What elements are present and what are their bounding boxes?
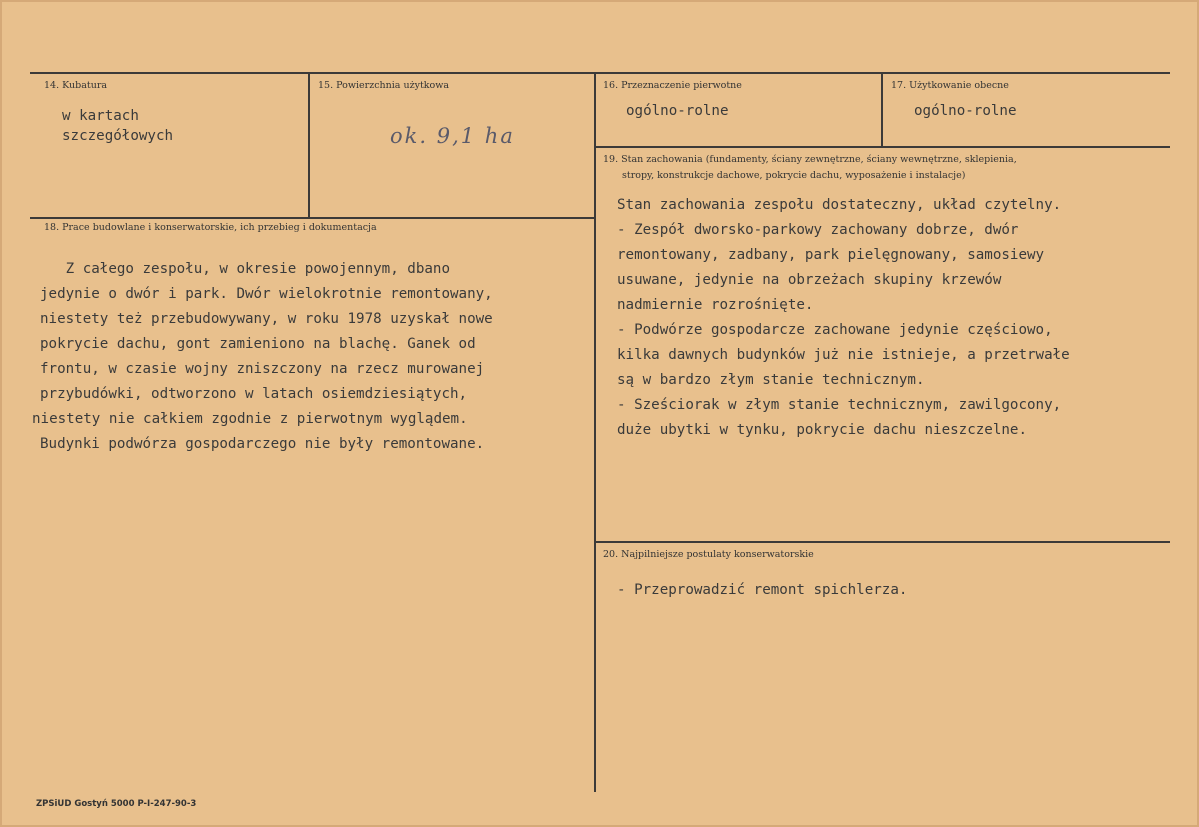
field-18-label: 18. Prace budowlane i konserwatorskie, ich przebieg i dokumentacja bbox=[44, 222, 377, 233]
field-18-line: pokrycie dachu, gont zamieniono na blachę. Ganek od bbox=[40, 336, 476, 352]
field-15-handwritten-value: ok. 9,1 ha bbox=[390, 124, 515, 148]
field-16-label: 16. Przeznaczenie pierwotne bbox=[603, 80, 742, 91]
field-20-label: 20. Najpilniejsze postulaty konserwatorskie bbox=[603, 549, 814, 560]
field-18-line: niestety też przebudowywany, w roku 1978 uzyskał nowe bbox=[40, 311, 493, 327]
field-16-value: ogólno-rolne bbox=[626, 103, 729, 119]
field-18-line: Z całego zespołu, w okresie powojennym, dbano bbox=[40, 261, 450, 277]
rule-field19-bottom bbox=[595, 541, 1170, 543]
field-19-line: usuwane, jedynie na obrzeżach skupiny krzewów bbox=[617, 272, 1002, 288]
field-19-line: duże ubytki w tynku, pokrycie dachu nieszczelne. bbox=[617, 422, 1027, 438]
field-19-line: - Sześciorak w złym stanie technicznym, zawilgocony, bbox=[617, 397, 1062, 413]
field-14-label: 14. Kubatura bbox=[44, 80, 108, 91]
field-19-line: kilka dawnych budynków już nie istnieje, a przetrwałe bbox=[617, 347, 1070, 363]
field-18-line: przybudówki, odtworzono w latach osiemdziesiątych, bbox=[40, 386, 468, 402]
rule-mid bbox=[594, 72, 596, 792]
print-footer: ZPSiUD Gostyń 5000 P-I-247-90-3 bbox=[36, 799, 197, 809]
rule-top bbox=[30, 72, 1170, 74]
rule-field14-15-bottom bbox=[30, 217, 595, 219]
field-18-line: niestety nie całkiem zgodnie z pierwotnym wyglądem. bbox=[32, 411, 468, 427]
field-18-line: frontu, w czasie wojny zniszczony na rzecz murowanej bbox=[40, 361, 485, 377]
field-19-line: są w bardzo złym stanie technicznym. bbox=[617, 372, 925, 388]
rule-field16-17-bottom bbox=[595, 146, 1170, 148]
field-20-line: - Przeprowadzić remont spichlerza. bbox=[617, 582, 908, 598]
field-14-value-line: szczegółowych bbox=[62, 128, 174, 144]
field-19-line: - Zespół dworsko-parkowy zachowany dobrze, dwór bbox=[617, 222, 1019, 238]
field-19-line: Stan zachowania zespołu dostateczny, układ czytelny. bbox=[617, 197, 1062, 213]
field-19-label-line-2: stropy, konstrukcje dachowe, pokrycie dachu, wyposażenie i instalacje) bbox=[622, 170, 966, 181]
field-18-line: Budynki podwórza gospodarczego nie były remontowane. bbox=[40, 436, 485, 452]
field-14-value-line: w kartach bbox=[62, 108, 139, 124]
field-15-label: 15. Powierzchnia użytkowa bbox=[318, 80, 450, 91]
field-19-line: nadmiernie rozrośnięte. bbox=[617, 297, 814, 313]
field-19-line: remontowany, zadbany, park pielęgnowany, samosiewy bbox=[617, 247, 1045, 263]
field-17-label: 17. Użytkowanie obecne bbox=[891, 80, 1009, 91]
field-18-line: jedynie o dwór i park. Dwór wielokrotnie remontowany, bbox=[40, 286, 493, 302]
field-19-line: - Podwórze gospodarcze zachowane jedynie częściowo, bbox=[617, 322, 1053, 338]
rule-col1 bbox=[308, 72, 310, 218]
rule-col3 bbox=[881, 72, 883, 146]
field-17-value: ogólno-rolne bbox=[914, 103, 1017, 119]
field-19-label-line-1: 19. Stan zachowania (fundamenty, ściany zewnętrzne, ściany wewnętrzne, sklepienia, bbox=[603, 154, 1017, 165]
